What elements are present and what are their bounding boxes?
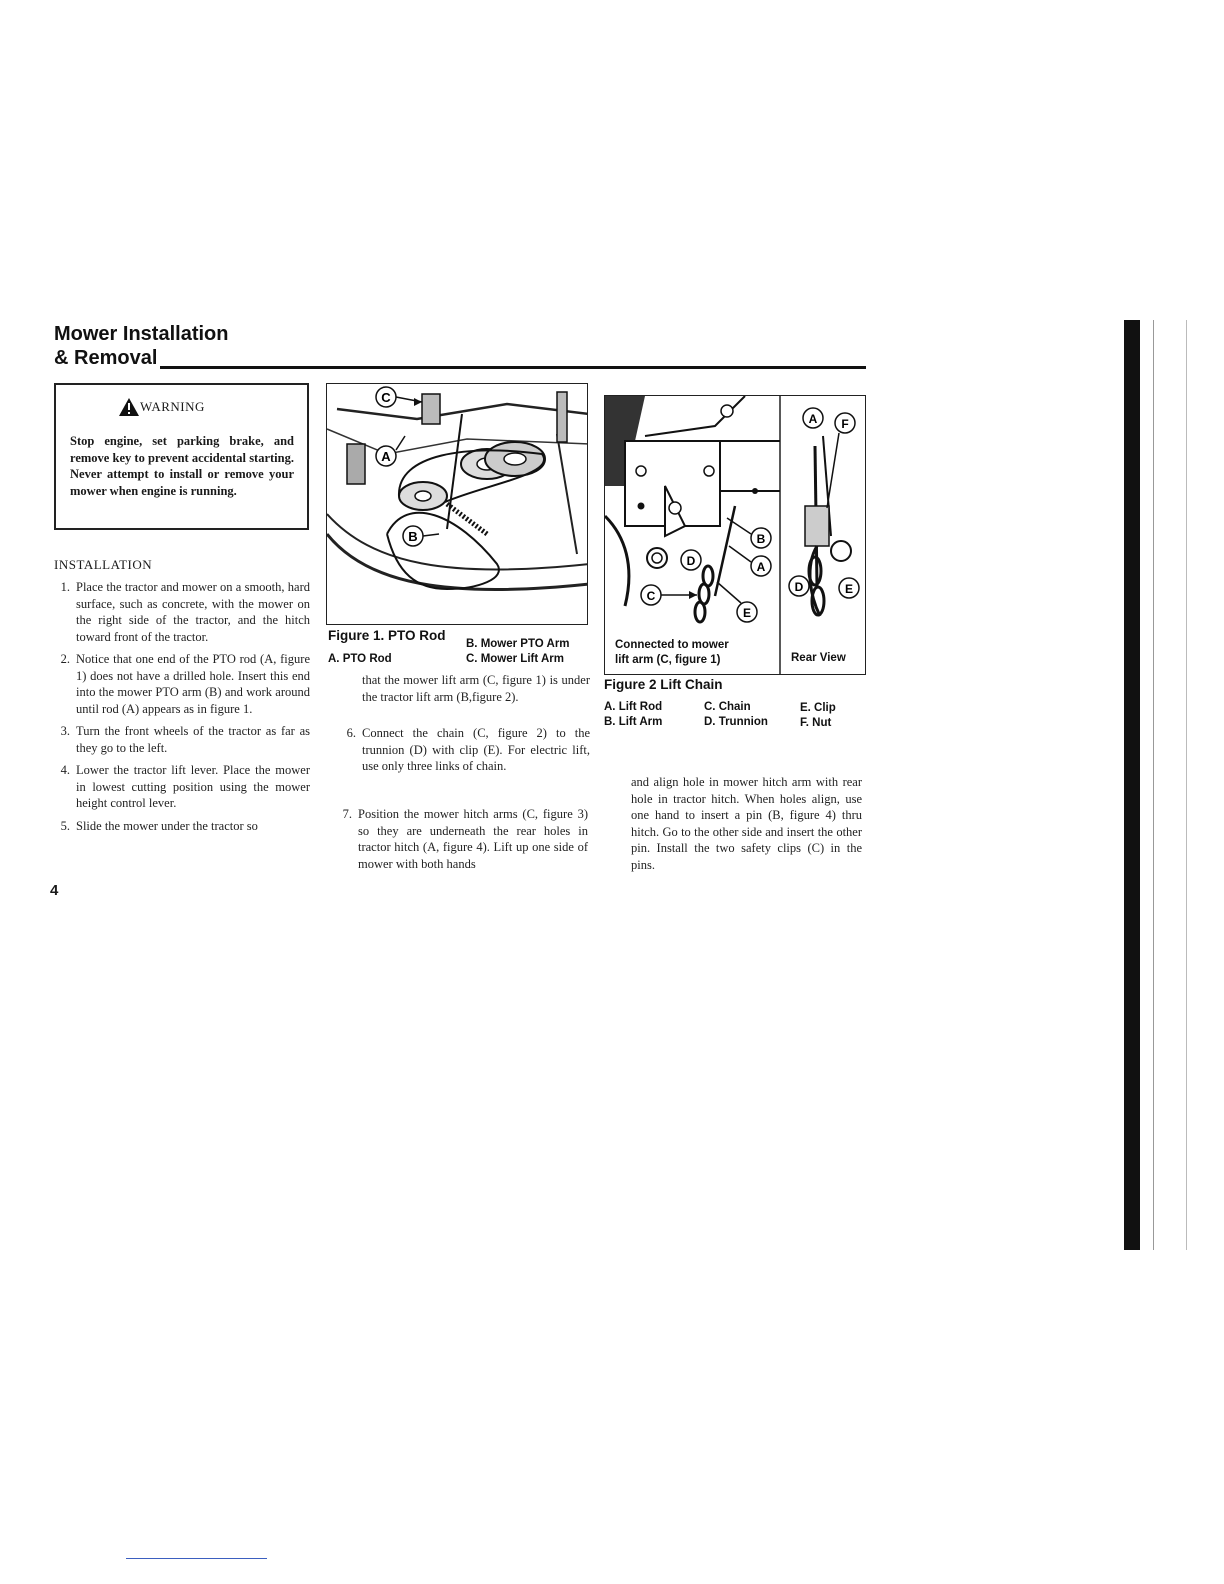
step-7-continued: and align hole in mower hitch arm with rear hole in tractor hitch. When holes align, use one hand to insert a pin (B, figure 4) thru hitch. Go to the other side and insert the other pin. Install the two safety clips (C) in the pins. <box>631 775 862 872</box>
callout-b-left: B <box>756 532 766 546</box>
figure-2-legend-d: D. Trunnion <box>704 716 768 728</box>
figure-2-legend-c: C. Chain <box>704 701 751 713</box>
step-7: 7. Position the mower hitch arms (C, figure 3) so they are underneath the rear holes in tractor hitch (A, figure 4). Lift up one side of mower with both hands <box>342 807 588 871</box>
installation-steps <box>54 579 310 834</box>
callout-a-right: A <box>808 412 818 426</box>
step-5-continued: that the mower lift arm (C, figure 1) is under the tractor lift arm (B,figure 2). <box>362 673 590 704</box>
scan-edge-line-outer <box>1186 320 1187 1250</box>
figure-2-illustration <box>604 395 866 675</box>
step-5: 5. Slide the mower under the tractor so <box>60 818 258 833</box>
title-rule <box>160 366 866 369</box>
callout-b: B <box>408 529 418 544</box>
warning-text: Stop engine, set parking brake, and remove key to prevent accidental starting. Never attempt to install or remove your mower when engine is running. <box>70 434 294 498</box>
pto-rod-drawing <box>327 384 588 625</box>
callout-c: C <box>381 390 391 405</box>
step-1: 1. Place the tractor and mower on a smooth, hard surface, such as concrete, with the mower on the right side of the tractor, and the hitch toward front of the tractor. <box>60 580 310 644</box>
callout-f-right: F <box>841 417 849 431</box>
step-3: 3. Turn the front wheels of the tractor as far as they go to the left. <box>60 724 310 755</box>
step-2: 2. Notice that one end of the PTO rod (A, figure 1) does not have a drilled hole. Insert this end into the mower PTO arm (B) and work around until rod (A) appears as in figure 1. <box>60 652 310 716</box>
callout-e-left: E <box>742 606 752 620</box>
figure-2-legend-f: F. Nut <box>800 717 832 729</box>
footer-link-line <box>126 1558 267 1559</box>
figure-2-legend-a: A. Lift Rod <box>604 701 663 713</box>
warning-heading: WARNING <box>140 399 205 414</box>
lift-chain-drawing <box>605 396 866 675</box>
scan-binding-edge <box>1124 320 1140 1250</box>
figure-1-illustration <box>326 383 588 625</box>
figure-1-legend-a: A. PTO Rod <box>328 653 392 665</box>
figure-2-title: Figure 2 Lift Chain <box>604 677 723 692</box>
callout-a-left: A <box>756 560 766 574</box>
figure-1-legend-b: B. Mower PTO Arm <box>466 638 570 650</box>
callout-a: A <box>381 449 391 464</box>
scan-edge-line <box>1153 320 1154 1250</box>
callout-d-right: D <box>794 580 804 594</box>
figure-2-legend-b: B. Lift Arm <box>604 716 663 728</box>
figure-2-right-caption: Rear View <box>791 652 846 664</box>
page-title-line2: & Removal <box>54 347 158 369</box>
figure-1-legend-c: C. Mower Lift Arm <box>466 653 564 665</box>
warning-triangle-icon <box>118 397 140 417</box>
installation-heading: INSTALLATION <box>54 557 153 572</box>
figure-2-left-caption: Connected to mower lift arm (C, figure 1) <box>615 639 729 666</box>
step-6: 6. Connect the chain (C, figure 2) to the trunnion (D) with clip (E). For electric lift, use only three links of chain. <box>346 726 590 773</box>
callout-c-left: C <box>646 589 656 603</box>
callout-e-right: E <box>844 582 854 596</box>
page-title-line1: Mower Installation <box>54 323 229 345</box>
figure-2-legend-e: E. Clip <box>800 702 836 714</box>
callout-d-left: D <box>686 554 696 568</box>
page-number: 4 <box>50 882 59 899</box>
warning-box <box>54 383 309 530</box>
step-4: 4. Lower the tractor lift lever. Place the mower in lowest cutting position using the mower height control lever. <box>60 763 310 810</box>
figure-1-title: Figure 1. PTO Rod <box>328 628 446 643</box>
